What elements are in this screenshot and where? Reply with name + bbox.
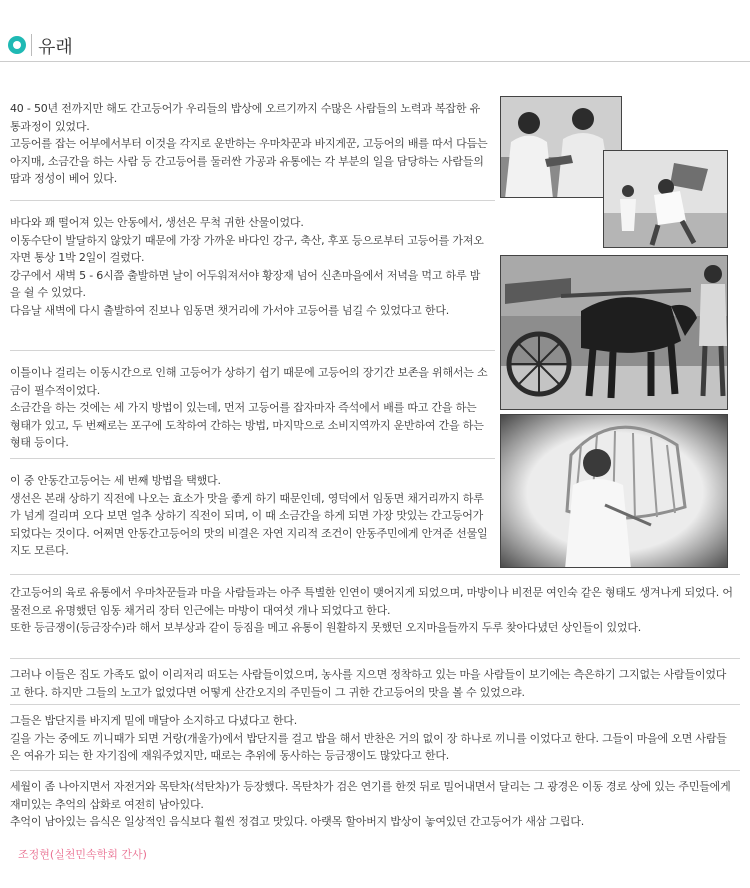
photo-ox-cart [500, 255, 728, 410]
paragraph: 추억이 남아있는 음식은 일상적인 음식보다 훨씬 정겹고 맛있다. 아랫목 할아버지 밥상이 놓여있던 간고등어가 새삼 그립다. [10, 815, 585, 828]
circle-bullet-icon [8, 36, 26, 54]
paragraph: 다음날 새벽에 다시 출발하여 진보나 임동면 챗거리에 가서야 고등어를 넘길 수 있었다고 한다. [10, 303, 450, 317]
section-6 [10, 666, 736, 701]
paragraph: 바다와 꽤 떨어져 있는 안동에서, 생선은 무척 귀한 산물이었다. [10, 216, 304, 229]
paragraph: 40 - 50년 전까지만 해도 간고등어가 우리들의 밥상에 오르기까지 수많은 사람들의 노력과 복잡한 유통과정이 있었다. [10, 102, 481, 133]
paragraph: 또한 등금쟁이(등금장수)라 해서 보부상과 같이 등짐을 메고 유통이 원활하지 못했던 오지마을들까지 두루 찾아다녔던 상인들이 있었다. [10, 621, 642, 634]
section-1 [10, 100, 490, 188]
section-5 [10, 584, 736, 637]
divider [10, 704, 740, 705]
paragraph: 고등어를 잡는 어부에서부터 이것을 각지로 운반하는 우마차꾼과 바지게꾼, 고등어의 배를 따서 다듬는 아지매, 소금간을 하는 사람 등 간고등어를 둘러싼 가공과 유통에는 각 부분의 일을 담당하는 사람들의 땀과 정성이 베어 있다. [10, 137, 488, 185]
paragraph: 이틀이나 걸리는 이동시간으로 인해 고등어가 상하기 쉽기 때문에 고등어의 장기간 보존을 위해서는 소금이 필수적이었다. [10, 366, 488, 397]
photo-man-with-basket [500, 414, 728, 568]
divider [10, 350, 495, 351]
paragraph: 간고등어의 육로 유통에서 우마차꾼들과 마을 사람들과는 아주 특별한 인연이 맺어지게 되었으며, 마방이나 비전문 여인숙 같은 형태도 생겨나게 되었다. 어물전으로 유명했던 임동 채거리 장터 인근에는 마방이 대여섯 개나 되었다고 한다. [10, 586, 733, 617]
section-2 [10, 214, 490, 319]
page-title: 유래 [38, 37, 73, 58]
paragraph: 소금간을 하는 것에는 세 가지 방법이 있는데, 먼저 고등어를 잡자마자 즉석에서 배를 따고 간을 하는 형태가 있고, 두 번째로는 포구에 도착하여 간하는 방법, 마지막으로 소비지역까지 운반하여 간을 하는 형태 등이다. [10, 401, 484, 449]
paragraph: 세월이 좀 나아지면서 자전거와 목탄차(석탄차)가 등장했다. 목탄차가 검은 연기를 한껏 뒤로 밀어내면서 달리는 그 광경은 이동 경로 상에 있는 주민들에게 재미있는 추억의 삽화로 여전히 남아있다. [10, 780, 731, 811]
divider [10, 200, 495, 201]
divider [10, 770, 740, 771]
paragraph: 이동수단이 발달하지 않았기 때문에 가장 가까운 바다인 강구, 축산, 후포 등으로부터 고등어를 가져오자면 통상 1박 2일이 걸렸다. [10, 233, 484, 264]
section-3 [10, 364, 490, 452]
divider [10, 458, 495, 459]
paragraph: 생선은 본래 상하기 직전에 나오는 효소가 맛을 좋게 하기 때문인데, 영덕에서 임동면 채거리까지 하루가 넘게 걸리며 오다 보면 얼추 상하기 직전이 되며, 이 때 소금간을 하게 되면 가장 맛있는 간고등어가 되었다는 것이다. 어쩌면 안동간고등어의 맛의 비결은 자연 지리적 조건이 안동주민에게 안겨준 선물일지도 모른다. [10, 491, 488, 557]
divider [10, 658, 740, 659]
photo-man-carrying-jige [603, 150, 728, 248]
section-8 [10, 778, 736, 831]
paragraph: 이 중 안동간고등어는 세 번째 방법을 택했다. [10, 474, 221, 487]
paragraph: 길을 가는 중에도 끼니때가 되면 거랑(개울가)에서 밥단지를 걸고 밥을 해서 반찬은 거의 없이 장 하나로 끼니를 이었다고 한다. 그들이 마을에 오면 사람들은 여유가 되는 한 자기집에 재워주었지만, 때로는 추위에 동사하는 등금쟁이도 많았다고 한다. [10, 731, 727, 762]
author-credit: 조정현(실천민속학회 간사) [18, 848, 147, 861]
section-7 [10, 712, 736, 765]
title-divider [31, 34, 32, 56]
paragraph: 그들은 밥단지를 바지게 밑에 매달아 소지하고 다녔다고 한다. [10, 714, 298, 727]
divider [10, 574, 740, 575]
section-4 [10, 472, 490, 560]
paragraph: 그러나 이들은 집도 가족도 없이 이리저리 떠도는 사람들이었으며, 농사를 지으면 정착하고 있는 마을 사람들이 보기에는 측은하기 그지없는 사람들이었다고 한다. 하지만 그들의 노고가 없었다면 어떻게 산간오지의 주민들이 그 귀한 간고등어의 맛을 볼 수 있었으랴. [10, 668, 727, 699]
paragraph: 강구에서 새벽 5 - 6시쯤 출발하면 날이 어두워져서야 황장재 넘어 신촌마을에서 저녁을 먹고 하루 밤을 쉴 수 있었다. [10, 268, 481, 299]
page-header [0, 0, 750, 62]
